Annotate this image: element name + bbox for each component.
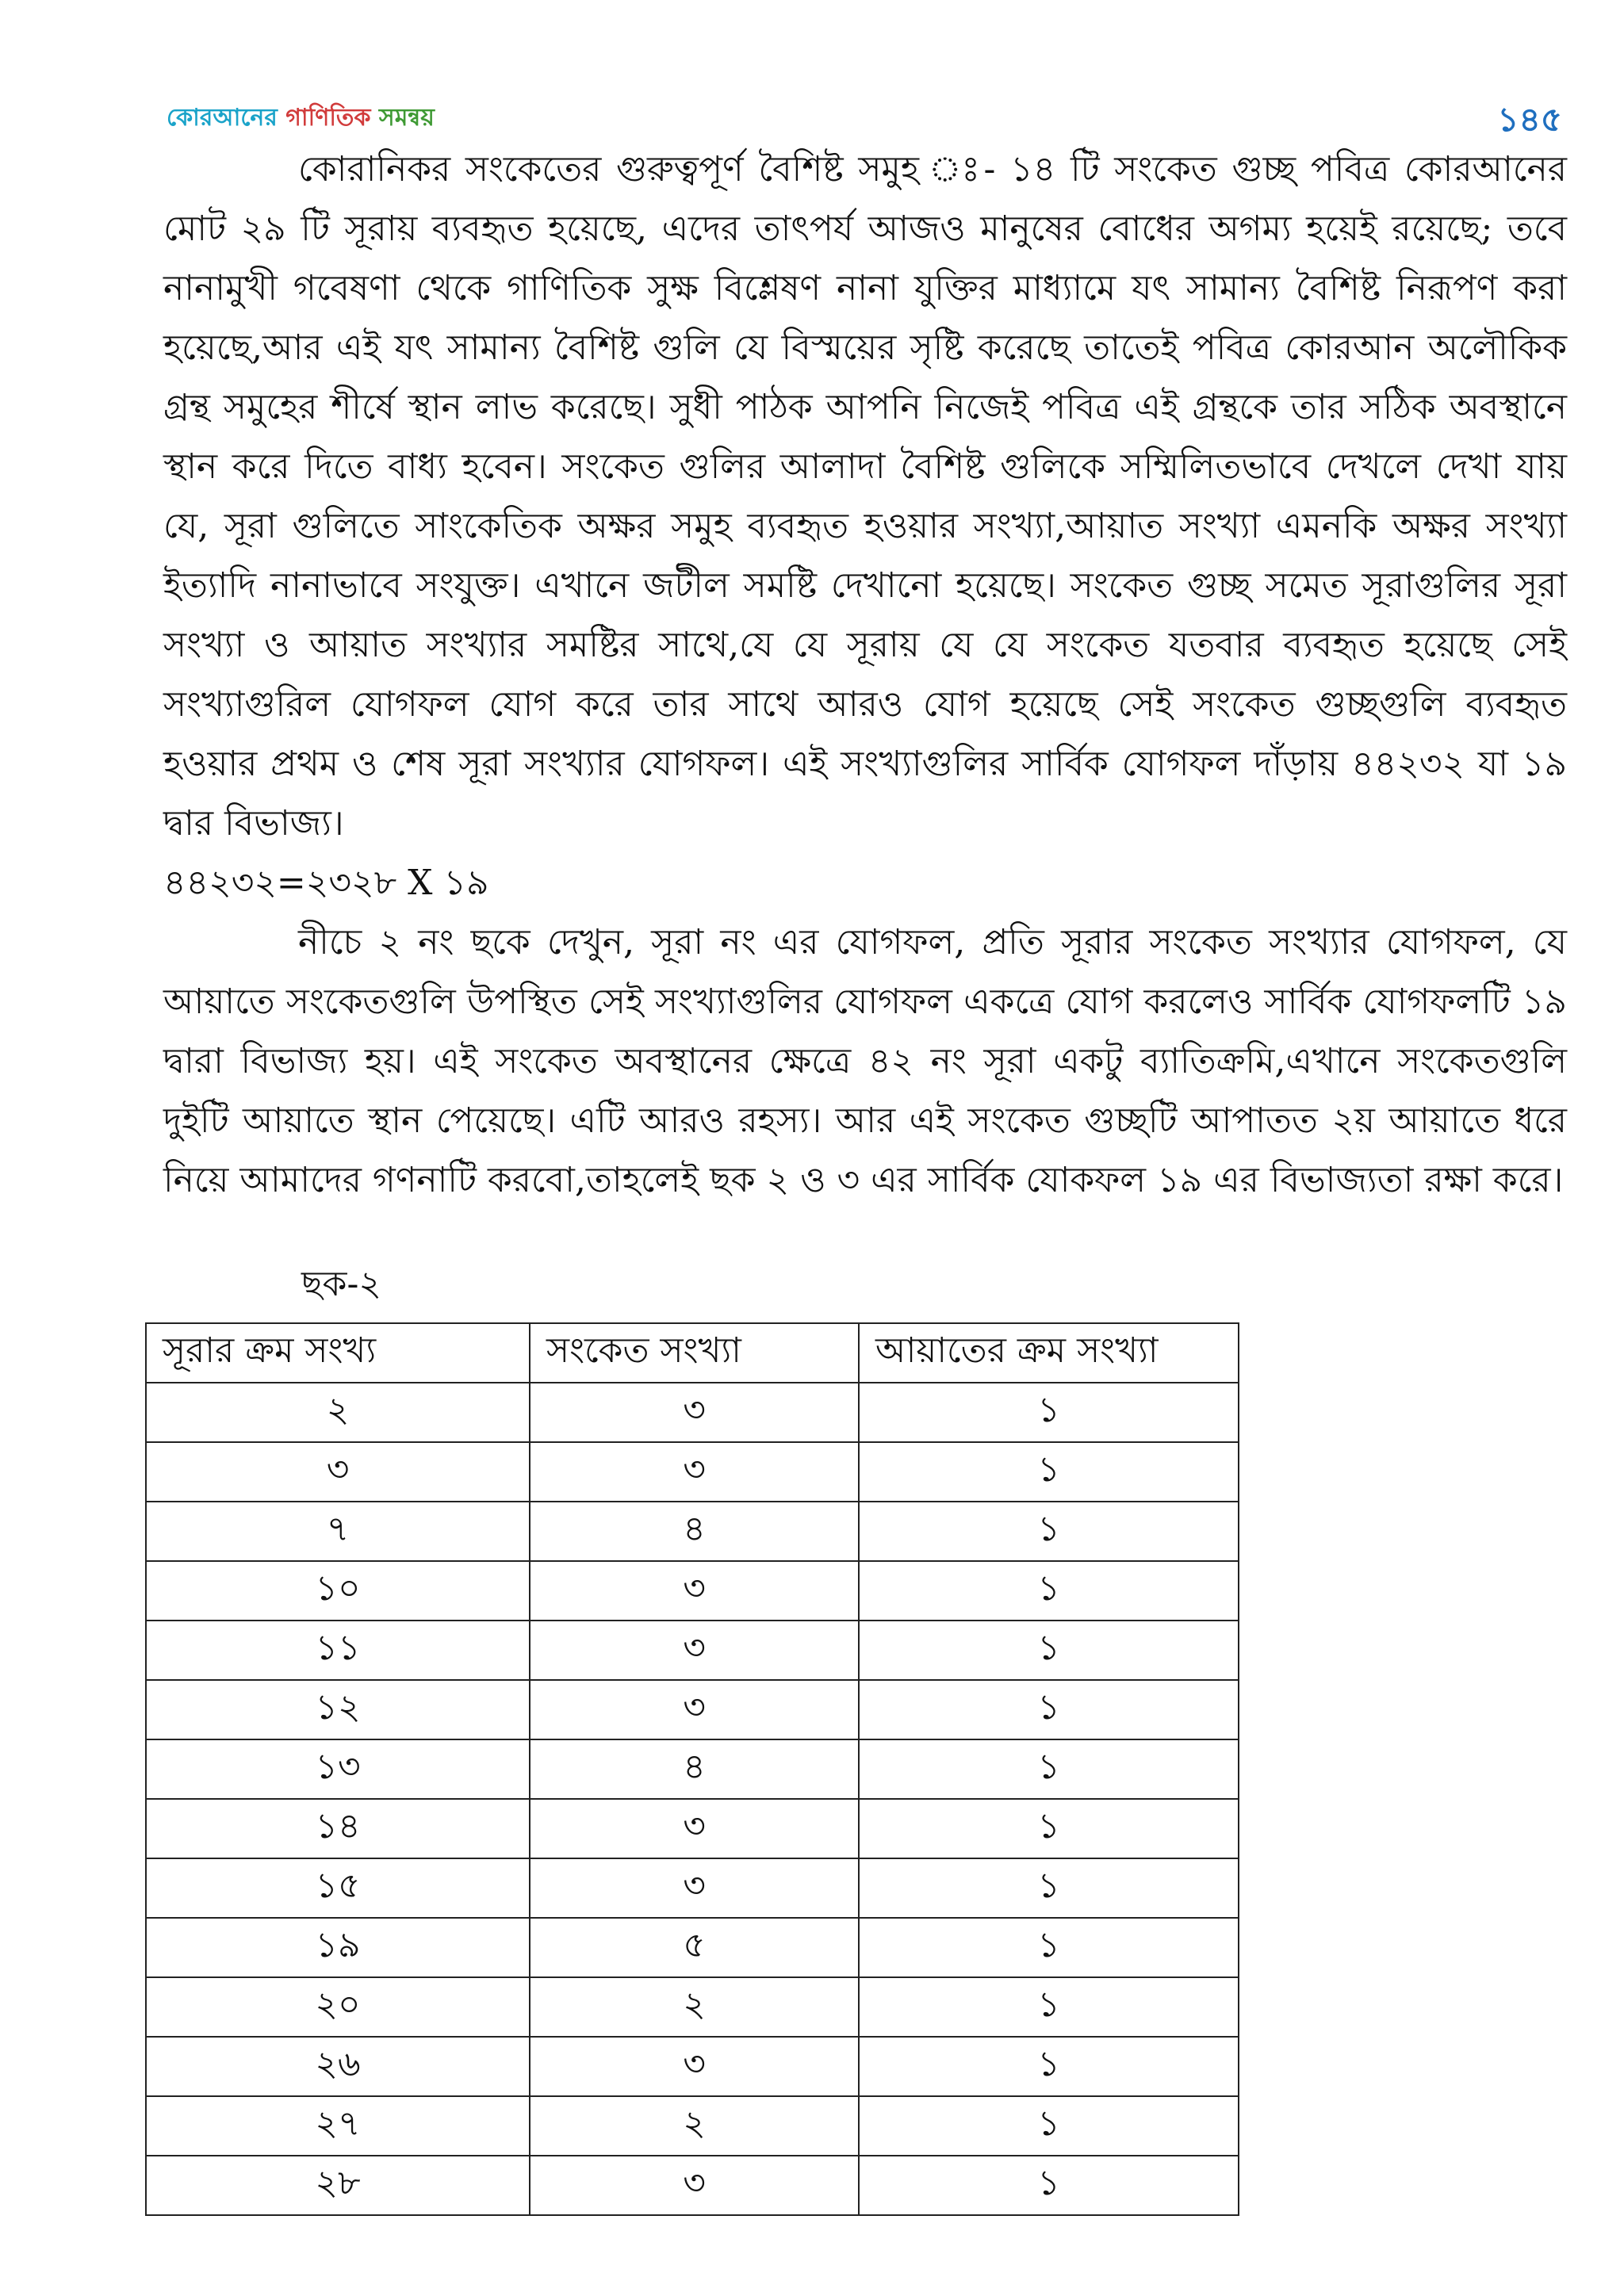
sura-number-cell: ১৫ [146, 1858, 530, 1918]
ayat-number-cell: ১ [859, 1383, 1239, 1442]
running-title [167, 98, 435, 139]
sura-number-cell: ১৪ [146, 1799, 530, 1858]
ayat-number-cell: ১ [859, 1561, 1239, 1621]
ayat-number-cell: ১ [859, 2037, 1239, 2096]
column-header-signal-count: সংকেত সংখ্যা [530, 1323, 859, 1383]
paragraph-1: কোরানিকর সংকেতের গুরুত্বপূর্ণ বৈশিষ্ট সমুহ ঃ- ১৪ টি সংকেত গুচ্ছ পবিত্র কোরআনের মোট ২৯ টি সূরায় ব্যবহৃত হয়েছে, এদের তাৎপর্য আজও মানুষের বোধের অগম্য হয়েই রয়েছে; তবে নানামুখী গবেষণা থেকে গাণিতিক সুক্ষ বিশ্লেষণ নানা যুক্তির মাধ্যামে যৎ সামান্য বৈশিষ্ট নিরূপণ করা হয়েছে,আর এই যৎ সামান্য বৈশিষ্ট গুলি যে বিস্ময়ের সৃষ্টি করেছে তাতেই পবিত্র কোরআন অলৌকিক গ্রন্থ সমুহের শীর্ষে স্থান লাভ করেছে। সুধী পাঠক আপনি নিজেই পবিত্র এই গ্রন্থকে তার সঠিক অবস্থানে স্থান করে দিতে বাধ্য হবেন। সংকেত গুলির আলাদা বৈশিষ্ট গুলিকে সম্মিলিতভাবে দেখলে দেখা যায় যে, সূরা গুলিতে সাংকেতিক অক্ষর সমুহ ব্যবহৃত হওয়ার সংখ্যা,আয়াত সংখ্যা এমনকি অক্ষর সংখ্যা ইত্যাদি নানাভাবে সংযুক্ত। এখানে জটীল সমষ্টি দেখানো হয়েছে। সংকেত গুচ্ছ সমেত সূরাগুলির সূরা সংখ্যা ও আয়াত সংখ্যার সমষ্টির সাথে,যে যে সূরায় যে যে সংকেত যতবার ব্যবহৃত হয়েছে সেই সংখ্যাগুরিল যোগফল যোগ করে তার সাথে আরও যোগ হয়েছে সেই সংকেত গুচ্ছগুলি ব্যবহৃত হওয়ার প্রথম ও শেষ সূরা সংখ্যার যোগফল। এই সংখ্যাগুলির সার্বিক যোগফল দাঁড়ায় ৪৪২৩২ যা ১৯ দ্বার বিভাজ্য। [163, 149, 1567, 844]
running-title-part2: গাণিতিক [285, 104, 379, 132]
table-row [146, 1383, 1239, 1442]
signal-count-cell: ২ [530, 2096, 859, 2156]
signal-count-cell: ৩ [530, 2156, 859, 2215]
ayat-number-cell: ১ [859, 2096, 1239, 2156]
ayat-number-cell: ১ [859, 1799, 1239, 1858]
sura-number-cell: ২৮ [146, 2156, 530, 2215]
page-header [167, 94, 1562, 141]
ayat-number-cell: ১ [859, 1442, 1239, 1502]
signal-count-cell: ৩ [530, 1442, 859, 1502]
table-row [146, 1561, 1239, 1621]
running-title-part3: সমন্বয় [378, 104, 435, 132]
signal-count-cell: ২ [530, 1977, 859, 2037]
signal-count-cell: ৩ [530, 1383, 859, 1442]
column-header-ayat-number: আয়াতের ক্রম সংখ্যা [859, 1323, 1239, 1383]
equation-line: ৪৪২৩২=২৩২৮ X ১৯ [163, 863, 489, 903]
ayat-number-cell: ১ [859, 1977, 1239, 2037]
table-row [146, 1621, 1239, 1680]
ayat-number-cell: ১ [859, 2156, 1239, 2215]
table-row [146, 1799, 1239, 1858]
signal-count-cell: ৩ [530, 1680, 859, 1739]
sura-number-cell: ১১ [146, 1621, 530, 1680]
sura-number-cell: ১৯ [146, 1918, 530, 1977]
sura-number-cell: ২০ [146, 1977, 530, 2037]
table-row [146, 1858, 1239, 1918]
table-header-row [146, 1323, 1239, 1383]
table-caption: ছক-২ [301, 1264, 381, 1304]
sura-number-cell: ৭ [146, 1502, 530, 1561]
signal-count-cell: ৩ [530, 1799, 859, 1858]
sura-number-cell: ২ [146, 1383, 530, 1442]
sura-number-cell: ২৭ [146, 2096, 530, 2156]
sura-number-cell: ১৩ [146, 1739, 530, 1799]
sura-number-cell: ১২ [146, 1680, 530, 1739]
table-row [146, 1977, 1239, 2037]
paragraph-2: নীচে ২ নং ছকে দেখুন, সূরা নং এর যোগফল, প্রতি সূরার সংকেত সংখ্যার যোগফল, যে আয়াতে সংকেতগুলি উপস্থিত সেই সংখ্যাগুলির যোগফল একত্রে যোগ করলেও সার্বিক যোগফলটি ১৯ দ্বারা বিভাজ্য হয়। এই সংকেত অবস্থানের ক্ষেত্রে ৪২ নং সূরা একটু ব্যাতিক্রমি,এখানে সংকেতগুলি দুইটি আয়াতে স্থান পেয়েছে। এটি আরও রহস্য। আর এই সংকেত গুচ্ছটি আপাতত ২য় আয়াতে ধরে নিয়ে আমাদের গণনাটি করবো,তাহলেই ছক ২ ও ৩ এর সার্বিক যোকফল ১৯ এর বিভাজ্যতা রক্ষা করে। [163, 922, 1567, 1200]
table-row [146, 1918, 1239, 1977]
column-header-sura: সূরার ক্রম সংখ্য [146, 1323, 530, 1383]
signal-count-cell: ৪ [530, 1502, 859, 1561]
table-row [146, 2156, 1239, 2215]
sura-table [145, 1322, 1239, 2216]
ayat-number-cell: ১ [859, 1739, 1239, 1799]
body-text [163, 140, 1567, 1210]
table-row [146, 1502, 1239, 1561]
table-row [146, 2037, 1239, 2096]
ayat-number-cell: ১ [859, 1621, 1239, 1680]
table-row [146, 1739, 1239, 1799]
running-title-part1: কোরআনের [167, 104, 286, 132]
sura-number-cell: ৩ [146, 1442, 530, 1502]
signal-count-cell: ৩ [530, 2037, 859, 2096]
page-number: ১৪৫ [1497, 100, 1562, 139]
sura-number-cell: ২৬ [146, 2037, 530, 2096]
ayat-number-cell: ১ [859, 1502, 1239, 1561]
signal-count-cell: ৫ [530, 1918, 859, 1977]
signal-count-cell: ৪ [530, 1739, 859, 1799]
table-row [146, 2096, 1239, 2156]
signal-count-cell: ৩ [530, 1621, 859, 1680]
ayat-number-cell: ১ [859, 1858, 1239, 1918]
signal-count-cell: ৩ [530, 1561, 859, 1621]
sura-number-cell: ১০ [146, 1561, 530, 1621]
ayat-number-cell: ১ [859, 1680, 1239, 1739]
table-row [146, 1442, 1239, 1502]
table-row [146, 1680, 1239, 1739]
ayat-number-cell: ১ [859, 1918, 1239, 1977]
table-body [146, 1383, 1239, 2215]
signal-count-cell: ৩ [530, 1858, 859, 1918]
